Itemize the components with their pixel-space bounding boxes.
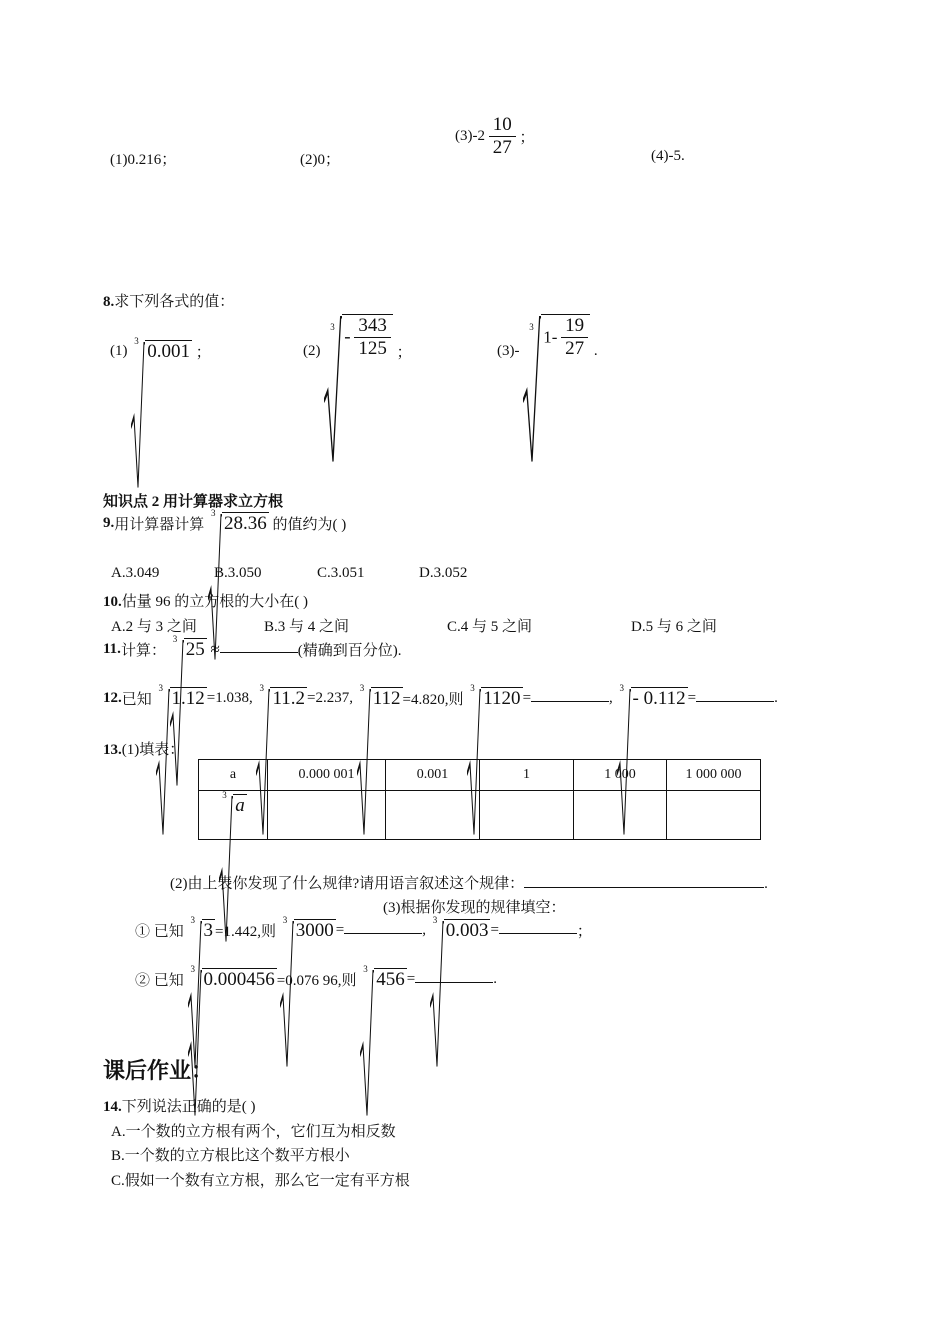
radicand-lead: 1- [543,327,558,347]
root-index: 3 [222,790,227,800]
q8-part2 [303,314,412,360]
question-number: 11. [103,641,121,658]
fraction-numerator: 343 [354,315,391,338]
fraction [561,315,588,360]
cube-root [256,683,307,710]
q7-part3-prefix: (3)-2 [455,128,485,144]
cube-root [357,683,403,710]
q12-stem [103,683,778,710]
answer-blank[interactable] [531,687,609,702]
q14-stem [103,1095,256,1116]
radicand: 1.12 [171,688,205,710]
radical-sign-icon [170,640,184,790]
q8-part3 [497,314,598,360]
cube-root [156,683,207,710]
question-text: 用计算器计算 [114,517,205,533]
root-index: 3 [211,508,216,518]
cube-root [360,964,407,991]
q10-option-c[interactable]: C.4 与 5 之间 [447,619,533,635]
question-number: 12. [103,690,122,707]
root-index: 3 [134,336,139,346]
fraction-denominator: 27 [565,338,585,359]
period: . [774,690,778,707]
root-index: 3 [432,915,438,926]
part-suffix: . [593,342,598,359]
cube-root [523,314,590,360]
cube-root [219,790,247,817]
q9-option-b[interactable]: B.3.050 [214,565,262,581]
cube-root [208,508,269,535]
q10-option-b[interactable]: B.3 与 4 之间 [264,619,350,635]
radical-sign-icon [156,689,170,839]
table-cell: 0.000 001 [268,760,386,791]
radicand: 11.2 [272,688,306,710]
q13-fill-1 [135,915,592,942]
part-label: (1) [110,343,128,359]
answer-blank[interactable] [696,687,774,702]
answer-cell[interactable] [480,791,574,840]
question-number: 9. [103,515,115,531]
root-index: 3 [470,683,475,694]
root-index: 3 [529,322,534,332]
table-cell: 1 [480,760,574,791]
q9-stem [103,508,347,535]
q13-fill-2 [135,964,497,991]
radicand: 112 [372,688,401,710]
question-text: 计算： [120,643,166,660]
table-cell: 0.001 [386,760,480,791]
q13-part2 [170,872,768,893]
equals-sign: = [522,690,532,707]
radicand: 0.001 [147,341,190,362]
q13-part3: (3)根据你发现的规律填空： [383,900,566,916]
answer-blank[interactable] [220,638,298,653]
q10-stem [103,590,308,611]
q7-part3-fraction [489,114,516,159]
approx-sign: ≈ [210,639,220,659]
root-index: 3 [259,683,264,694]
q10-option-d[interactable]: D.5 与 6 之间 [631,619,717,635]
cube-root [131,336,192,363]
radicand: 0.003 [445,920,489,942]
q13-table [198,759,761,840]
radicand: - 0.112 [632,688,686,710]
cube-root [188,964,277,991]
q14-option-a[interactable]: A.一个数的立方根有两个，它们互为相反数 [111,1124,396,1140]
q14-option-b[interactable]: B.一个数的立方根比这个数平方根小 [111,1148,350,1164]
radical-sign-icon [131,342,145,492]
answer-blank[interactable] [499,919,577,934]
part-suffix: ； [396,344,412,361]
cube-root [188,915,216,942]
part-label: (3)- [497,342,520,359]
comma: , [609,690,613,707]
minus-sign: - [344,326,351,348]
q14-option-c[interactable]: C.假如一个数有立方根，那么它一定有平方根 [111,1173,410,1189]
answer-blank[interactable] [344,919,422,934]
root-index: 3 [619,683,625,694]
question-number: 8. [103,294,115,310]
radicand: 3000 [295,920,334,942]
q10-option-a[interactable]: A.2 与 3 之间 [111,619,197,635]
section-title: 知识点 2 用计算器求立方根 [103,494,284,510]
table-cell: 1 000 000 [667,760,761,791]
equals-sign: = [406,971,416,988]
q7-part1: (1)0.216； [110,152,177,168]
fraction-numerator: 19 [561,315,588,338]
radical-sign-icon [280,921,294,1071]
q9-option-a[interactable]: A.3.049 [111,565,160,581]
question-number: 14. [103,1099,122,1115]
cube-root [617,683,688,710]
question-text: ② 已知 [135,973,184,990]
question-text: (2)由上表你发现了什么规律?请用语言叙述这个规律： [170,876,525,892]
question-text: 估量 96 的立方根的大小在( ) [121,594,308,610]
question-text: 的值约为( ) [272,517,347,533]
root-index: 3 [363,964,368,975]
fraction-denominator: 27 [492,137,512,158]
value-text: =0.076 96,则 [276,973,357,990]
equals-sign: = [490,922,499,939]
q9-option-c[interactable]: C.3.051 [317,565,365,581]
question-text: 下列说法正确的是( ) [121,1099,256,1115]
semicolon: ； [576,924,592,941]
root-index: 3 [158,683,164,694]
q7-part4: (4)-5. [651,148,685,164]
question-text: ① 已知 [135,924,184,941]
answer-blank[interactable] [415,968,493,983]
root-index: 3 [282,915,288,926]
cube-root [430,915,491,942]
part-label: (2) [303,342,321,359]
radicand: 25 [185,639,205,661]
root-index: 3 [359,683,365,694]
table-cell [199,791,268,840]
answer-cell[interactable] [667,791,761,840]
homework-title: 课后作业： [103,1059,214,1084]
q8-part1 [110,336,211,363]
q11-stem [103,634,402,661]
fraction-numerator: 10 [489,114,516,137]
table-cell: a [199,760,268,791]
root-index: 3 [190,915,196,926]
comma: , [422,922,426,939]
question-text: 求下列各式的值： [114,294,235,310]
question-text: (精确到百分位). [297,643,402,660]
q7-part3-suffix: ； [519,130,535,146]
fraction [354,315,391,360]
table-cell: 1 000 [574,760,667,791]
radical-sign-icon [523,316,541,466]
answer-cell[interactable] [386,791,480,840]
q7-part2: (2)0； [300,152,340,168]
table-row [199,791,761,840]
value-text: =1.038, [206,690,253,707]
radicand: 1120 [483,688,521,710]
root-index: 3 [330,322,335,332]
radicand: 456 [376,969,405,991]
radicand: 3 [203,920,214,942]
cube-root [467,683,522,710]
answer-blank[interactable] [524,873,764,888]
radicand: 28.36 [224,513,267,534]
value-text: =4.820,则 [402,692,464,709]
q8-stem [103,290,234,311]
period: . [764,876,768,892]
root-index: 3 [190,964,196,975]
value-text: =1.442,则 [215,924,276,941]
fraction-denominator: 125 [358,338,387,359]
question-number: 13. [103,742,122,758]
question-text: 已知 [121,692,152,709]
table-row [199,760,761,791]
radical-sign-icon [430,921,444,1071]
q13-stem [103,738,184,759]
radicand: 0.000456 [203,969,275,991]
cube-root [324,314,393,360]
value-text: =2.237, [307,690,353,707]
question-text: (1)填表： [121,742,185,758]
part-suffix: ； [195,345,211,361]
equals-sign: = [335,922,345,939]
cube-root [280,915,336,942]
answer-cell[interactable] [574,791,667,840]
root-index: 3 [172,634,178,645]
radicand: a [235,795,245,816]
radical-sign-icon [360,970,374,1120]
equals-sign: = [687,690,697,707]
q7-part3 [455,114,535,159]
q9-option-d[interactable]: D.3.052 [419,565,468,581]
cube-root [170,634,207,661]
period: . [493,971,497,988]
answer-cell[interactable] [268,791,386,840]
question-number: 10. [103,594,122,610]
radical-sign-icon [324,316,342,466]
